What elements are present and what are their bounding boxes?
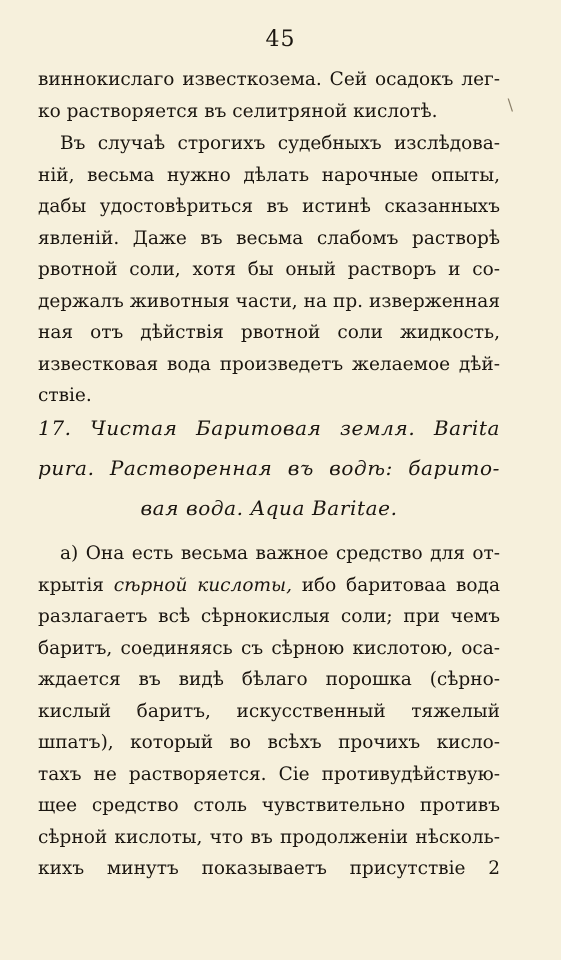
text-line: рвотной соли, хотя бы оный растворъ и со- — [38, 259, 500, 280]
text-line: держалъ животныя части, на пр. изверженная — [38, 290, 500, 312]
text-line: шпатъ), который во всѣхъ прочихъ кисло- — [38, 732, 500, 753]
text-line: тахъ не растворяется. Сіе противудѣйствую- — [38, 763, 500, 785]
text-line: ствіе. — [38, 385, 92, 406]
text-segment: крытія — [38, 574, 114, 596]
text-line: сѣрной кислоты, что въ продолженіи нѣсколь- — [38, 826, 500, 848]
section-heading — [38, 408, 500, 528]
paragraph-2 — [38, 128, 500, 412]
text-line: явленій. Даже въ весьма слабомъ растворѣ — [38, 227, 500, 249]
text-line: ко растворяется въ селитряной кислотѣ. — [38, 100, 438, 122]
text-line: разлагаетъ всѣ сѣрнокислыя соли; при чемъ — [38, 606, 500, 627]
text-line: щее средство столь чувствительно противъ — [38, 795, 500, 816]
text-line: известковая вода произведетъ желаемое дѣй- — [38, 353, 500, 375]
heading-line: 17. Чистая Баритовая земля. Barita — [38, 416, 500, 440]
text-line: ній, весьма нужно дѣлать нарочные опыты, — [38, 164, 500, 186]
paragraph-1 — [38, 64, 500, 127]
stray-mark: \ — [507, 95, 513, 114]
text-line: a) Она есть весьма важное средство для от- — [60, 543, 500, 564]
text-line: виннокислаго известкоземa. Сей осадокъ лег- — [38, 69, 500, 90]
text-line: кихъ минутъ показываетъ присутствіе 2 — [38, 858, 500, 879]
text-line: дабы удостовѣриться въ истинѣ сказанныхъ — [38, 196, 500, 217]
text-line: ная отъ дѣйствія рвотной соли жидкость, — [38, 322, 500, 343]
page-number: 45 — [265, 27, 296, 52]
heading-line: pura. Растворенная въ водѣ: барито- — [38, 456, 500, 480]
text-line: баритъ, соединяясь съ сѣрною кислотою, оса- — [38, 637, 500, 659]
heading-line: вая вода. Aqua Baritae. — [140, 496, 398, 520]
text-line — [38, 570, 500, 602]
italic-term: сѣрной кислоты, — [113, 574, 292, 596]
text-segment: ибо баритоваа вода — [291, 574, 500, 596]
paragraph-3 — [38, 538, 500, 885]
text-line: ждается въ видѣ бѣлаго порошка (сѣрно- — [38, 669, 500, 690]
text-line: кислый баритъ, искусственный тяжелый — [38, 700, 500, 722]
text-line: Въ случаѣ строгихъ судебныхъ изслѣдова- — [60, 133, 500, 154]
